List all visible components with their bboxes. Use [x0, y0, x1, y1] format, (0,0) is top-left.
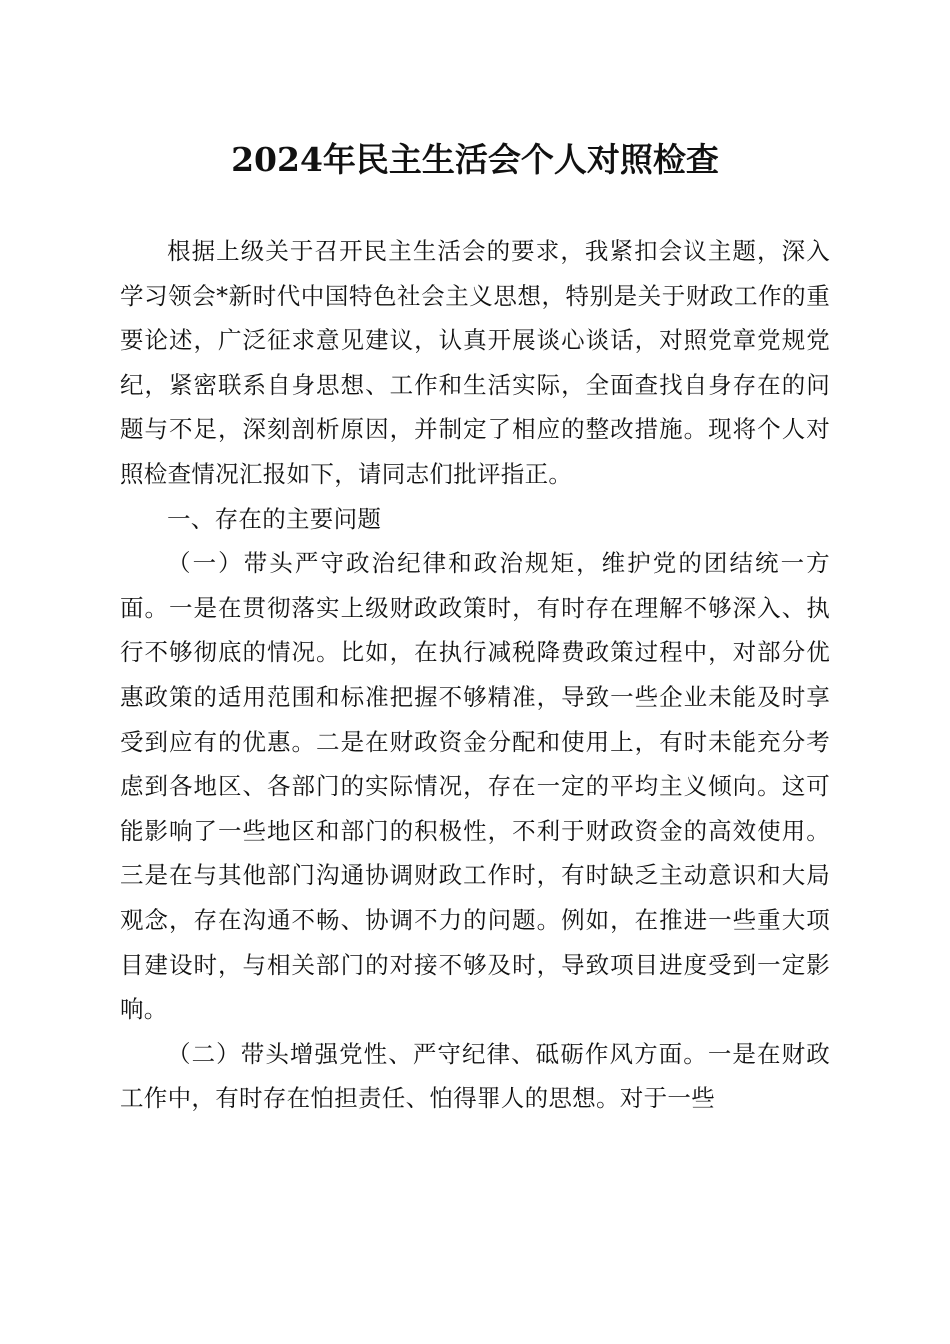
problem-item-1: （一）带头严守政治纪律和政治规矩，维护党的团结统一方面。一是在贯彻落实上级财政政策时，有时存在理解不够深入、执行不够彻底的情况。比如，在执行减税降费政策过程中，对部分优惠政策的适用范围和标准把握不够精准，导致一些企业未能及时享受到应有的优惠。二是在财政资金分配和使用上，有时未能充分考虑到各地区、各部门的实际情况，存在一定的平均主义倾向。这可能影响了一些地区和部门的积极性，不利于财政资金的高效使用。三是在与其他部门沟通协调财政工作时，有时缺乏主动意识和大局观念，存在沟通不畅、协调不力的问题。例如，在推进一些重大项目建设时，与相关部门的对接不够及时，导致项目进度受到一定影响。 [120, 549, 830, 1024]
document-title: 2024年民主生活会个人对照检查 [231, 140, 719, 179]
section-heading-problems: 一、存在的主要问题 [167, 504, 382, 533]
intro-paragraph: 根据上级关于召开民主生活会的要求，我紧扣会议主题，深入学习领会*新时代中国特色社会主义思想，特别是关于财政工作的重要论述，广泛征求意见建议，认真开展谈心谈话，对照党章党规党纪，紧密联系自身思想、工作和生活实际，全面查找自身存在的问题与不足，深刻剖析原因，并制定了相应的整改措施。现将个人对照检查情况汇报如下，请同志们批评指正。 [120, 237, 830, 488]
document-body [120, 229, 830, 1121]
problem-item-2: （二）带头增强党性、严守纪律、砥砺作风方面。一是在财政工作中，有时存在怕担责任、怕得罪人的思想。对于一些 [120, 1039, 830, 1113]
